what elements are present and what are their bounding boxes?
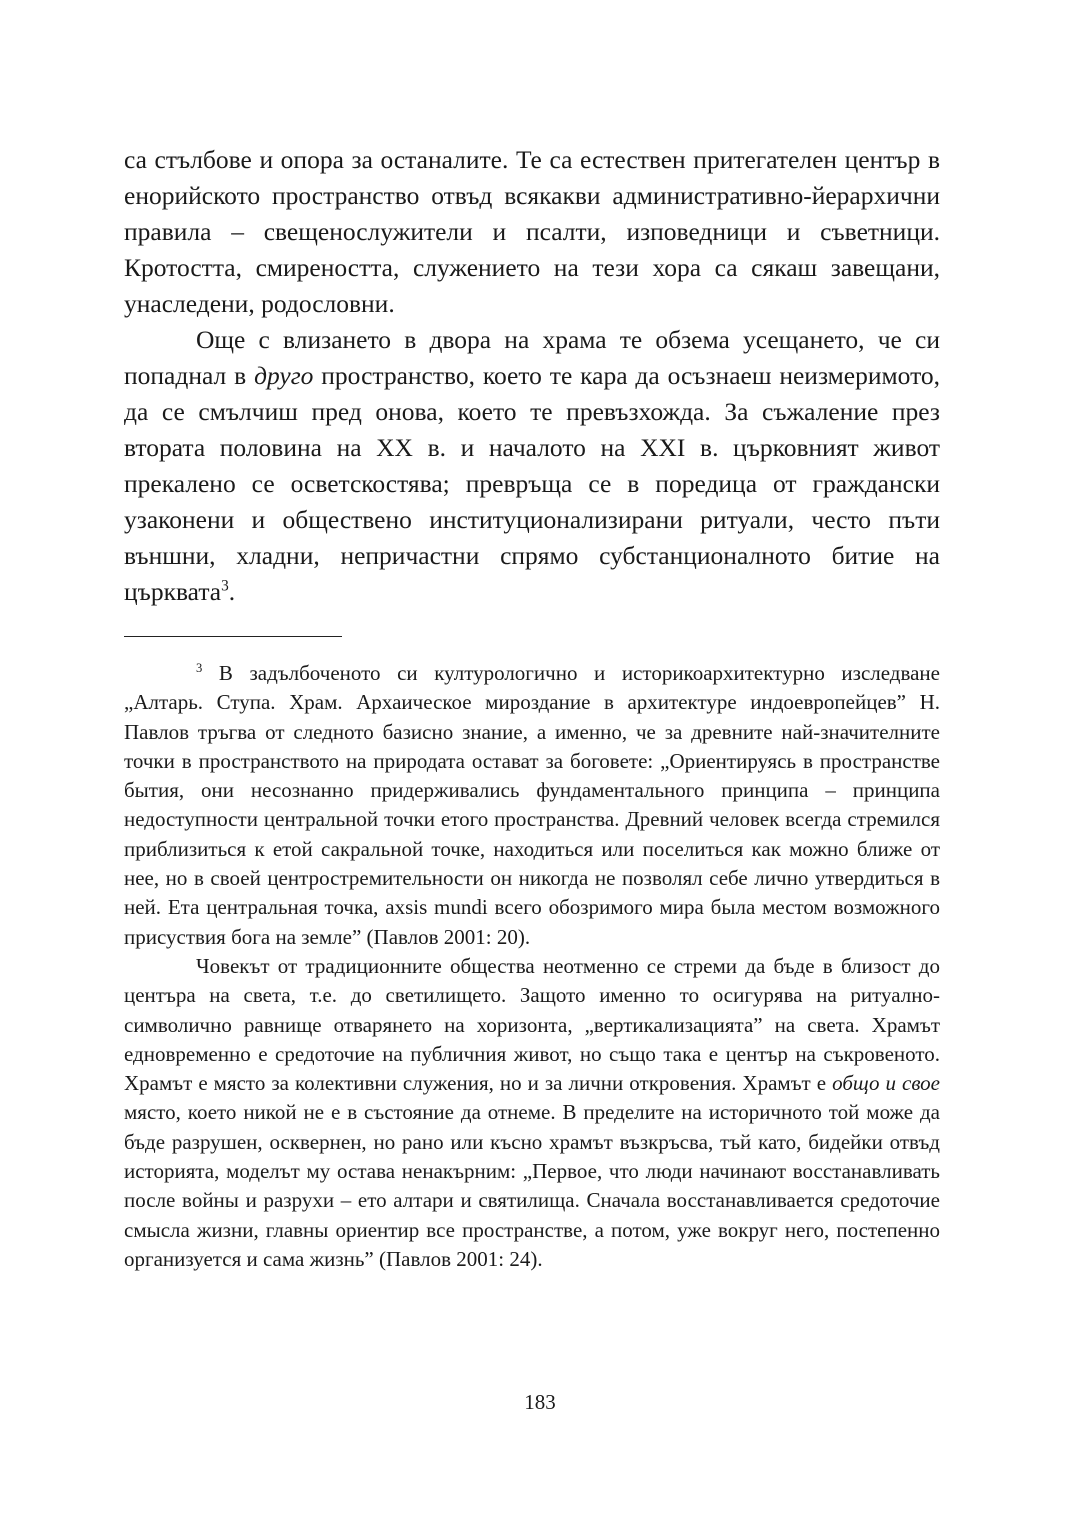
footnote-3-text: В задълбоченото си културологично и историкоархитектурно изследване „Алтарь. Ступа. Храм. Архаическое мироздание в архитектуре индоевропейцев” Н. Павлов тръгва от следното базисно знание, а именно, че за древните най-значителните точки в пространството на природата остават за боговете: „Ориентируясь в пространстве бытия, они несознанно придерживались фундаментального принципа – принципа недоступности центральной точки етого пространства. Древний человек всегда стремился приблизиться к етой сакральной точке, находиться или поселиться как можно ближе от нее, но в своей центростремительности он никогда не позволял себе лично утвердиться в ней. Ета центральная точка, axsis mundi всего обозримого мира была местом возможного присуствия бога на земле” (Павлов 2001: 20). — [124, 661, 940, 949]
paragraph-2-emphasis: друго — [254, 361, 314, 390]
page-content — [124, 142, 940, 1274]
main-text — [124, 142, 940, 610]
paragraph-2-text-b: пространство, което те кара да осъзнаеш неизмеримото, да се смълчиш пред онова, което те превъзхожда. За съжаление през втората половина на XX в. и началото на XXI в. църковният живот прекалено се осветскостява; превръща се в поредица от граждански узаконени и обществено институционализирани ритуали, често пъти външни, хладни, непричастни спрямо субстанционалното битие на църквата — [124, 361, 941, 606]
footnotes — [124, 659, 940, 1274]
footnote-3-p2-text-a: Човекът от традиционните общества неотменно се стреми да бъде в близост до центъра на света, т.е. до светилището. Защото именно то осигурява на ритуално-символично равнище отварянето на хоризонта, „вертикализацията” на света. Храмът едновременно е средоточие на публичния живот, но също така е център на съкровеното. Храмът е място за колективни служения, но и за лични откровения. Храмът е — [124, 953, 940, 1096]
paragraph-2-end: . — [228, 577, 236, 606]
footnote-3-p2-text-b: място, което никой не е в състояние да отнеме. В пределите на историчното той може да бъде разрушен, осквернен, но рано или късно храмът възкръсва, тъй като, бидейки отвъд историята, моделът му остава ненакърним: „Первое, что люди начинают восстанавливать после войны и разрухи – ето алтари и святилища. Сначала восстанавливается средоточие смысла жизни, главны ориентир все пространстве, а потом, уже вокруг него, постепенно организуется и сама жизнь” (Павлов 2001: 24). — [124, 1100, 940, 1271]
paragraph-2-text-a: Още с влизането в двора на храма те обзема усещането, че си попаднал в — [124, 325, 940, 390]
footnote-separator — [124, 636, 342, 637]
footnote-3-marker: 3 — [196, 661, 203, 675]
footnote-reference-3: 3 — [221, 577, 229, 595]
footnote-3-p2-emphasis: общо и свое — [832, 1071, 941, 1096]
paragraph-1: са стълбове и опора за останалите. Те са естествен притегателен център в енорийското пространство отвъд всякакви административно-йерархични правила – свещенослужители и псалти, изповедници и съветници. Кротостта, смиреността, служението на тези хора са сякаш завещани, унаследени, родословни. — [124, 145, 940, 318]
footnote-3-paragraph-2 — [124, 952, 940, 1274]
footnote-3 — [124, 659, 940, 952]
paragraph-2 — [124, 322, 940, 610]
page-number: 183 — [524, 1390, 556, 1414]
